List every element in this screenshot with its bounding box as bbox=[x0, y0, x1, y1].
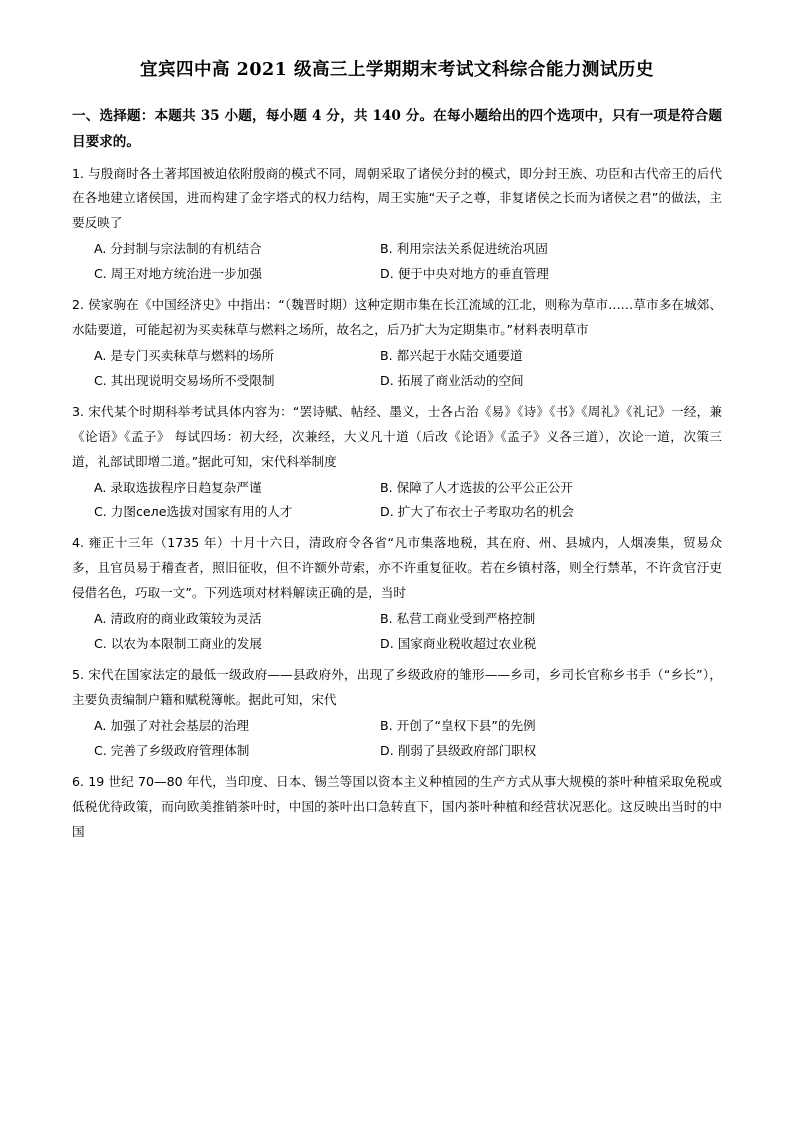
question-4-text: 雍正十三年（1735 年）十月十六日，清政府令各省“凡市集落地税，其在府、州、县城内，人烟凑集，贸易众多，且官员易于稽查者，照旧征收，但不许额外苛索，亦不许重复征收。若在乡镇村落，则全行禁革，不许贪官汙吏侵借名色，巧取一文”。下列选项对材料解读正确的是，当时 bbox=[72, 535, 722, 601]
question-4-options bbox=[72, 607, 722, 657]
question-4-option-b[interactable]: B. 私营工商业受到严格控制 bbox=[380, 611, 536, 627]
question-2-option-d[interactable]: D. 拓展了商业活动的空间 bbox=[380, 372, 524, 388]
question-4-option-c[interactable]: C. 以农为本限制工商业的发展 bbox=[94, 636, 262, 652]
question-3-options bbox=[72, 476, 722, 526]
question-4 bbox=[72, 531, 722, 657]
question-1 bbox=[72, 162, 722, 288]
question-1-options bbox=[72, 237, 722, 287]
question-5-stem bbox=[72, 663, 722, 713]
question-4-option-a[interactable]: A. 清政府的商业政策较为灵活 bbox=[94, 611, 262, 627]
question-1-option-a[interactable]: A. 分封制与宗法制的有机结合 bbox=[94, 241, 262, 257]
section-heading: 一、选择题：本题共 35 小题，每小题 4 分，共 140 分。在每小题给出的四个选项中，只有一项是符合题目要求的。 bbox=[72, 107, 722, 150]
question-3-option-d[interactable]: D. 扩大了布衣士子考取功名的机会 bbox=[380, 504, 575, 520]
question-1-option-c[interactable]: C. 周王对地方统治进一步加强 bbox=[94, 266, 262, 282]
question-1-option-d[interactable]: D. 便于中央对地方的垂直管理 bbox=[380, 266, 549, 282]
question-3-option-b[interactable]: B. 保障了人才选拔的公平公正公开 bbox=[380, 479, 573, 495]
question-1-option-b[interactable]: B. 利用宗法关系促进统治巩固 bbox=[380, 241, 548, 257]
question-6-stem bbox=[72, 770, 722, 845]
question-3 bbox=[72, 400, 722, 526]
question-2-option-a[interactable]: A. 是专门买卖秣草与燃料的场所 bbox=[94, 347, 275, 363]
question-3-text: 宋代某个时期科举考试具体内容为：“罢诗赋、帖经、墨义，士各占治《易》《诗》《书》《周礼》《礼记》一经，兼《论语》《孟子》 每试四场：初大经，次兼经，大义凡十道（后改《论语》《孟子》义各三道），次论一道，次策三道，礼部试即增二道。”据此可知，宋代科举制度 bbox=[72, 403, 722, 469]
question-6 bbox=[72, 770, 722, 845]
question-4-number: 4. bbox=[72, 535, 85, 551]
question-1-number: 1. bbox=[72, 165, 85, 181]
question-5-option-c[interactable]: C. 完善了乡级政府管理体制 bbox=[94, 742, 250, 758]
question-1-stem bbox=[72, 162, 722, 237]
question-5-options bbox=[72, 714, 722, 764]
question-4-option-d[interactable]: D. 国家商业税收超过农业税 bbox=[380, 636, 537, 652]
question-2-options bbox=[72, 344, 722, 394]
question-4-stem bbox=[72, 531, 722, 606]
question-2-option-c[interactable]: C. 其出现说明交易场所不受限制 bbox=[94, 372, 275, 388]
question-3-number: 3. bbox=[72, 403, 85, 419]
question-3-stem bbox=[72, 400, 722, 475]
question-5-text: 宋代在国家法定的最低一级政府——县政府外，出现了乡级政府的雏形——乡司，乡司长官称乡书手（“乡长”），主要负责编制户籍和赋税簿帐。据此可知，宋代 bbox=[72, 667, 722, 707]
page-title: 宜宾四中高 2021 级高三上学期期末考试文科综合能力测试历史 bbox=[140, 60, 654, 80]
question-2-option-b[interactable]: B. 都兴起于水陆交通要道 bbox=[380, 347, 523, 363]
question-6-number: 6. bbox=[72, 773, 85, 789]
question-5-option-d[interactable]: D. 削弱了县级政府部门职权 bbox=[380, 742, 537, 758]
question-2-text: 侯家驹在《中国经济史》中指出：“（魏晋时期）这种定期市集在长江流域的江北，则称为草市……草市多在城郊、水陆要道，可能起初为买卖秣草与燃料之场所，故名之，后乃扩大为定期集市。”材料表明草市 bbox=[72, 297, 722, 338]
question-2-stem bbox=[72, 293, 722, 343]
question-1-text: 与殷商时各土著邦国被迫依附殷商的模式不同，周朝采取了诸侯分封的模式，即分封王族、功臣和古代帝王的后代在各地建立诸侯国，进而构建了金字塔式的权力结构，周王实施“天子之尊，非复诸侯之长而为诸侯之君”的做法，主要反映了 bbox=[72, 165, 722, 231]
question-5-option-b[interactable]: B. 开创了“皇权下县”的先例 bbox=[380, 717, 536, 733]
question-2-number: 2. bbox=[72, 297, 85, 313]
question-3-option-a[interactable]: A. 录取选拔程序日趋复杂严谨 bbox=[94, 479, 262, 495]
question-6-text: 19 世纪 70—80 年代，当印度、日本、锡兰等国以资本主义种植园的生产方式从事大规模的茶叶种植采取免税或低税优待政策，而向欧美推销茶叶时，中国的茶叶出口急转直下，国内茶叶种植和经营状况恶化。这反映出当时的中国 bbox=[72, 773, 722, 839]
question-2 bbox=[72, 293, 722, 394]
question-5 bbox=[72, 663, 722, 764]
question-5-number: 5. bbox=[72, 667, 85, 683]
question-3-option-c[interactable]: C. 力图селе选拔对国家有用的人才 bbox=[94, 504, 293, 520]
question-5-option-a[interactable]: A. 加强了对社会基层的治理 bbox=[94, 717, 249, 733]
